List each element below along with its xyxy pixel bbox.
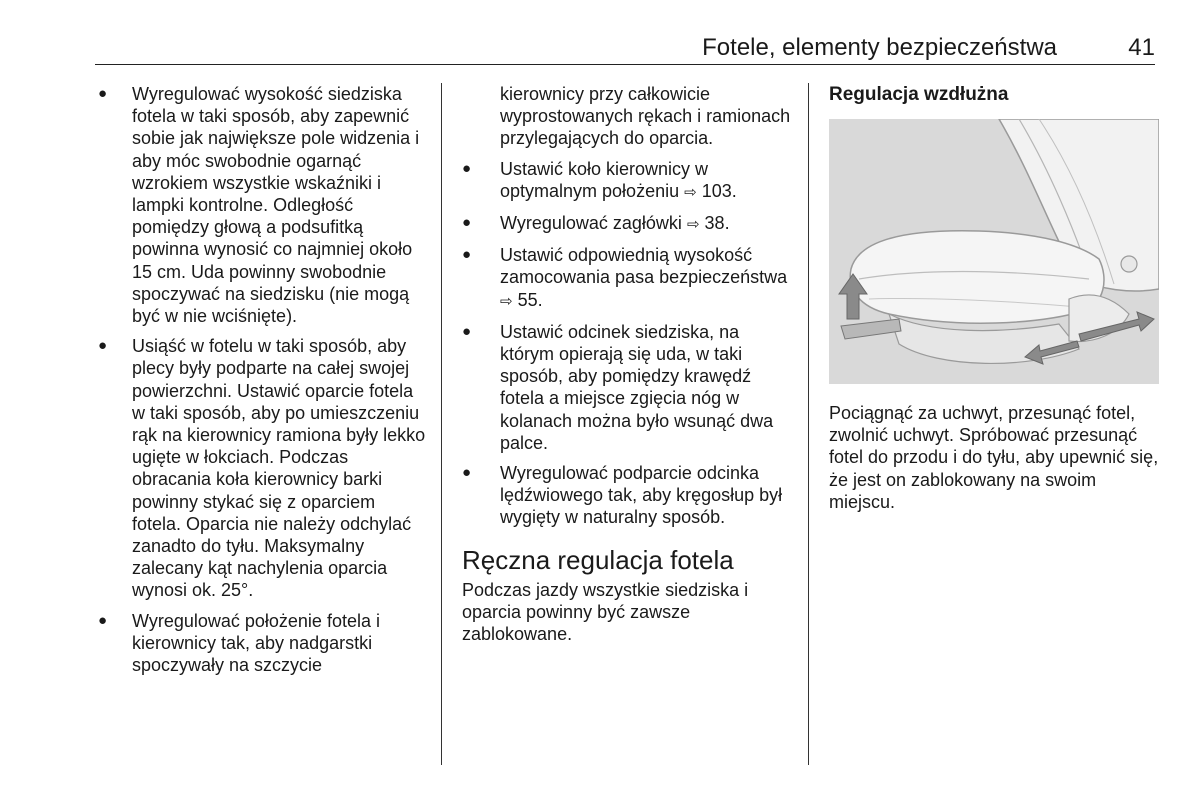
- list-item: ● Usiąść w fotelu w taki sposób, aby plecy były podparte na całej swojej powierzchni. Ustawić oparcie fotela w taki sposób, aby po umieszczeniu rąk na kierownicy ramiona były lekko ugięte w łokciach. Podczas obracania koła kierownicy barki powinny stykać się z oparciem fotela. Oparcia nie należy odchylać zanadto do tyłu. Maksymalny zalecany kąt nachylenia oparcia wynosi ok. 25°.: [98, 335, 428, 601]
- seat-adjustment-illustration-icon: [829, 119, 1159, 384]
- list-item: ● Wyregulować podparcie odcinka lędźwiowego tak, aby kręgosłup był wygięty w naturalny sposób.: [462, 462, 792, 529]
- header-title: Fotele, elementy bezpieczeństwa: [702, 34, 1057, 61]
- page-reference[interactable]: 55: [517, 289, 538, 310]
- page-header: [95, 32, 1155, 65]
- list-item: ● Ustawić odpowiednią wysokość zamocowania pasa bezpieczeństwa ⇨ 55.: [462, 244, 792, 313]
- column-2: [462, 83, 792, 645]
- column-1: [98, 83, 428, 684]
- section-paragraph: Podczas jazdy wszystkie siedziska i oparcia powinny być zawsze zablokowane.: [462, 579, 749, 645]
- instruction-list-1: [98, 83, 428, 676]
- page-number: 41: [1128, 34, 1155, 61]
- column-3: [829, 83, 1159, 513]
- column-divider-2: [808, 83, 809, 765]
- instruction-list-2: [462, 158, 792, 529]
- list-item: ● Wyregulować położenie fotela i kierownicy tak, aby nadgarstki spoczywały na szczycie: [98, 610, 428, 677]
- list-item: ● Ustawić odcinek siedziska, na którym opierają się uda, w taki sposób, aby pomiędzy krawędź fotela a miejsce zgięcia nóg w kolanach można było wsunąć dwa palce.: [462, 321, 792, 454]
- subsection-paragraph: Pociągnąć za uchwyt, przesunąć fotel, zwolnić uchwyt. Spróbować przesunąć fotel do przodu i do tyłu, aby upewnić się, że jest on zablokowany na swoim miejscu.: [829, 403, 1159, 512]
- list-item: ● Ustawić koło kierownicy w optymalnym położeniu ⇨ 103.: [462, 158, 792, 204]
- list-item: ● Wyregulować wysokość siedziska fotela w taki sposób, aby zapewnić sobie jak największe pole widzenia i aby móc swobodnie ogarnąć wzrokiem wszystkie wskaźniki i lampki kontrolne. Odległość pomiędzy głową a podsufitką powinna wynosić co najmniej około 15 cm. Uda powinny swobodnie spoczywać na siedzisku (nie mogą być w nie wciśnięte).: [98, 83, 428, 327]
- page-reference-icon: ⇨: [684, 183, 697, 201]
- list-item: ● Wyregulować zagłówki ⇨ 38.: [462, 212, 792, 236]
- section-heading: Ręczna regulacja fotela: [462, 544, 734, 575]
- page-reference[interactable]: 38: [704, 213, 725, 234]
- page-reference-icon: ⇨: [686, 216, 700, 234]
- column-divider-1: [441, 83, 442, 765]
- page-reference-icon: ⇨: [500, 292, 513, 310]
- page-reference[interactable]: 103: [701, 180, 732, 201]
- subsection-heading: Regulacja wzdłużna: [829, 84, 1009, 105]
- continued-text: kierownicy przy całkowicie wyprostowanych rękach i ramionach przylegających do oparcia.: [500, 84, 791, 149]
